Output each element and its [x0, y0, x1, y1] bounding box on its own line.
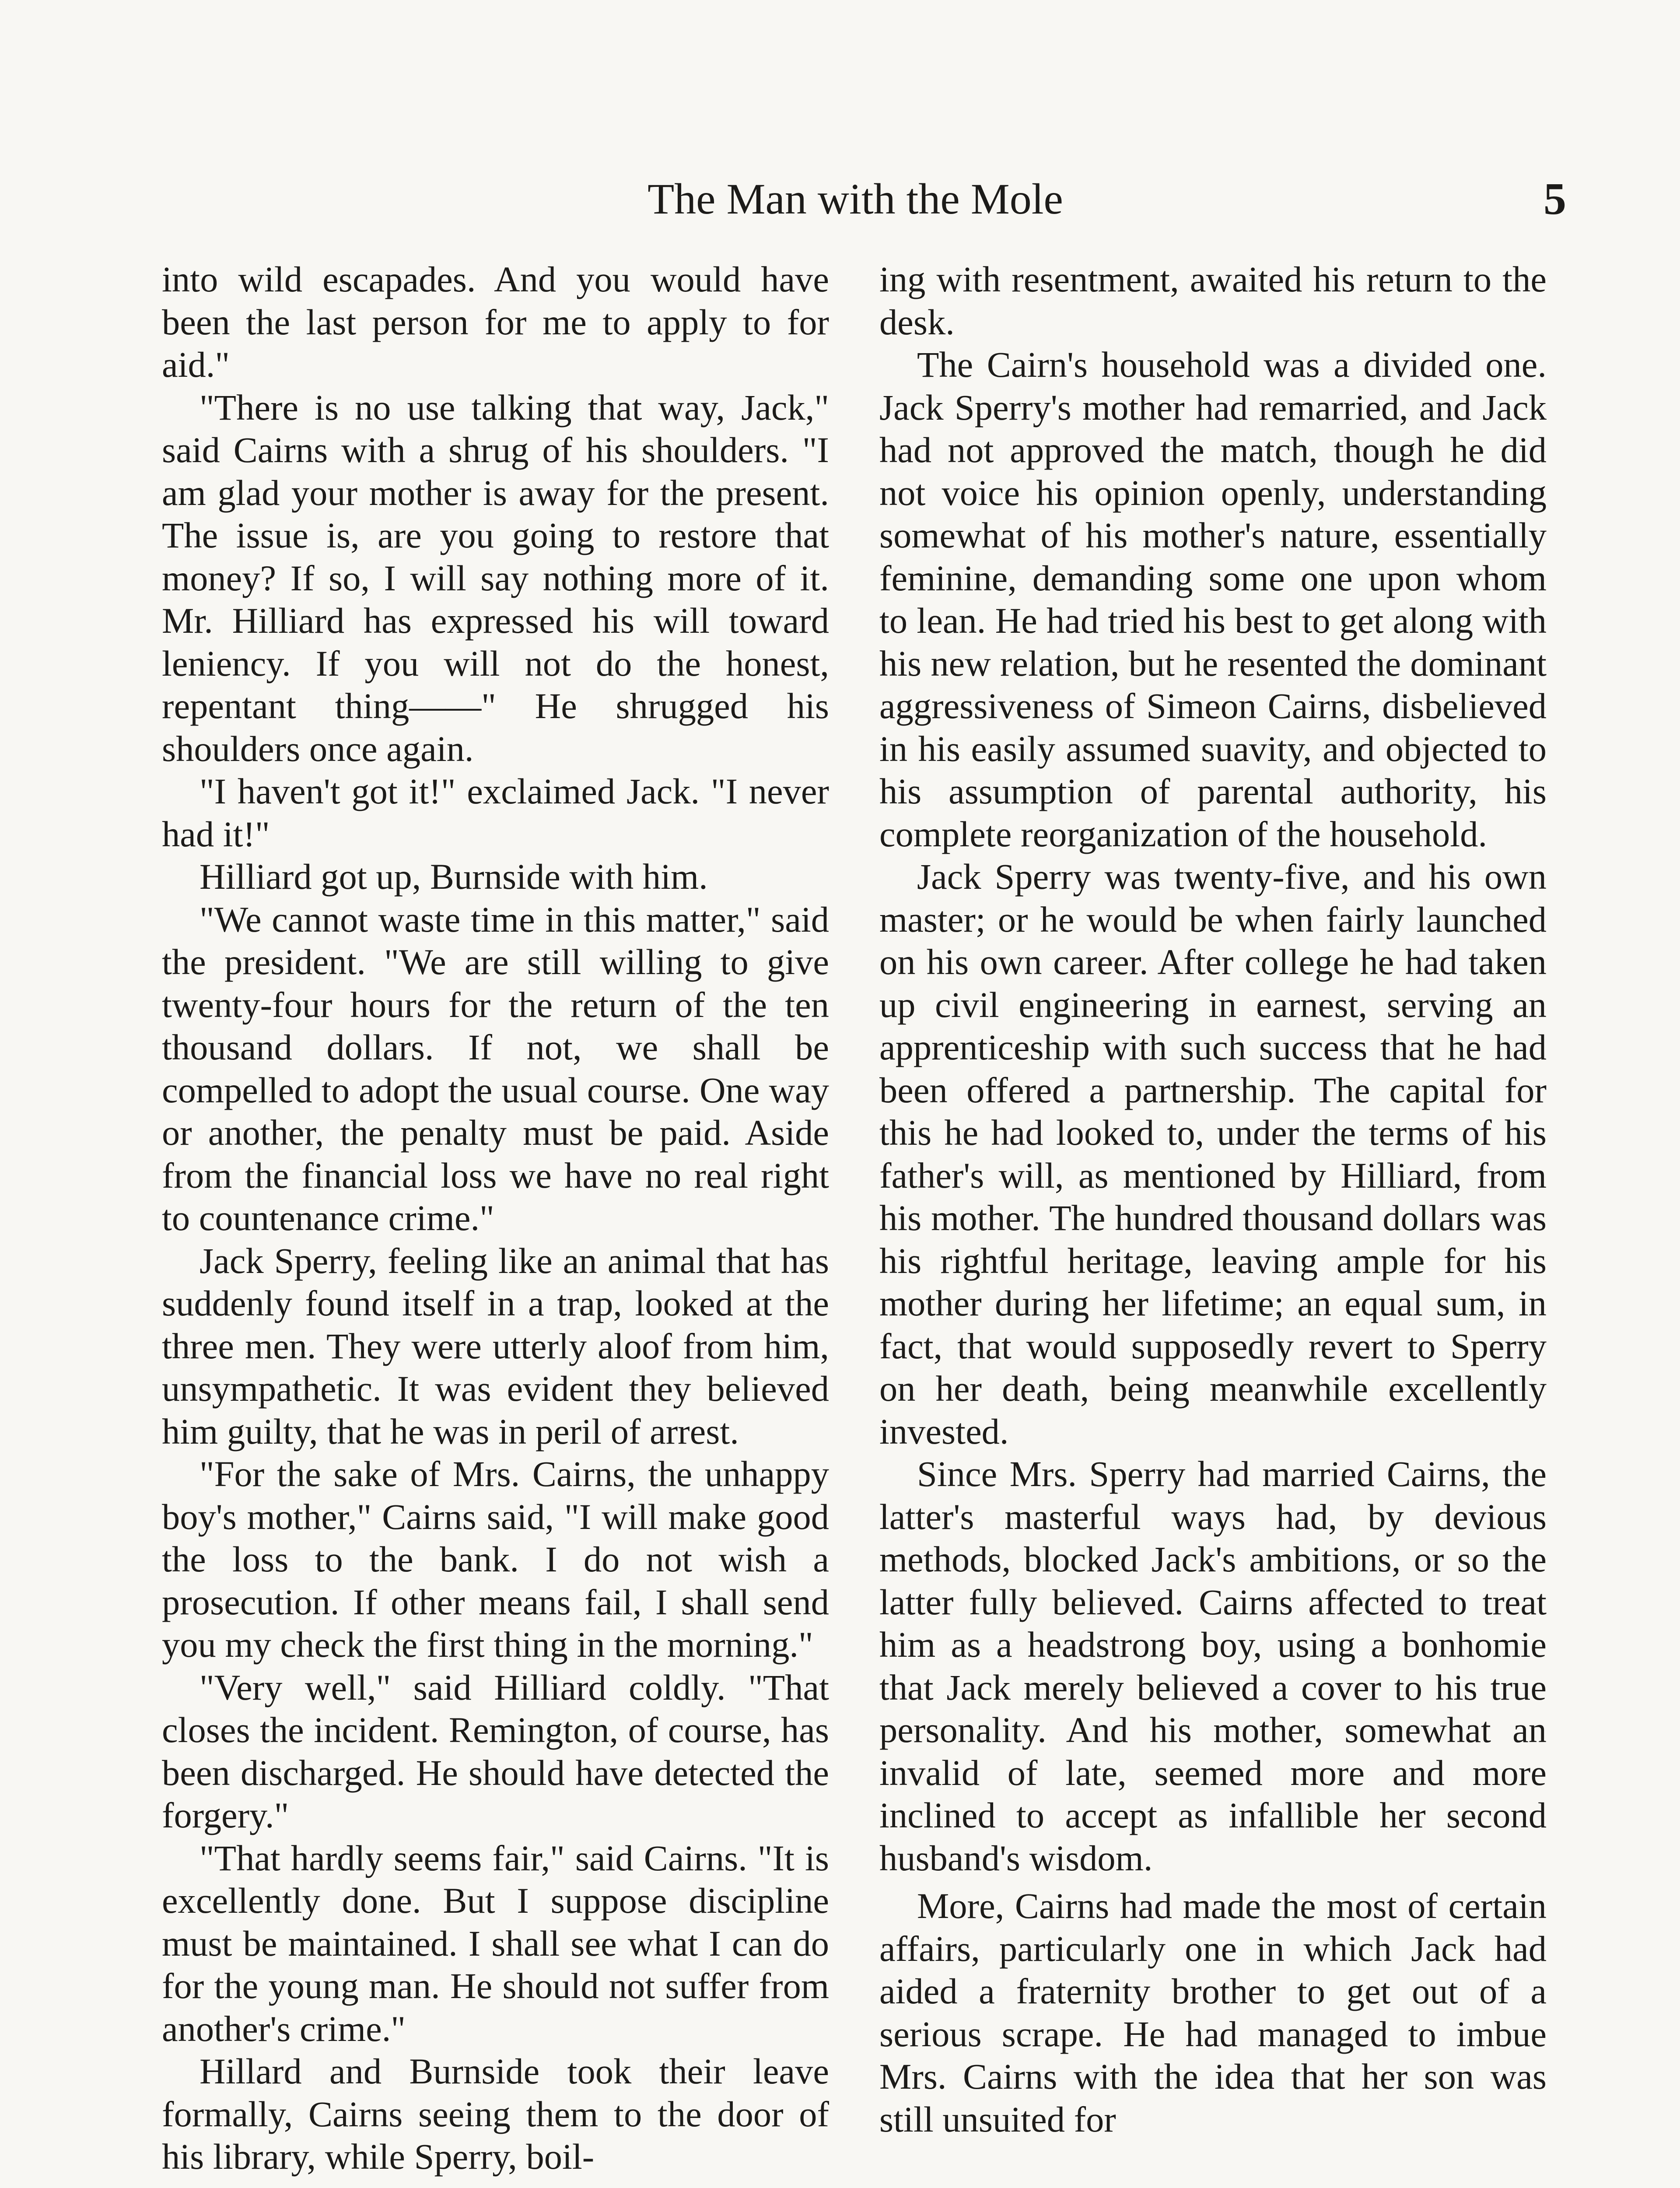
paragraph: Hilliard got up, Burnside with him.: [200, 856, 708, 897]
paragraph: More, Cairns had made the most of certain affairs, particularly one in which Jack had aided a fraternity brother to get out of a serious scrape. He had managed to imbue Mrs. Cairns with the idea that her son was still unsuited for: [879, 1886, 1547, 2139]
paragraph: "There is no use talking that way, Jack," said Cairns with a shrug of his shoulders. "I am glad your mother is away for the present. The issue is, are you going to restore that money? If so, I will say nothing more of it. Mr. Hilliard has expressed his will toward leniency. If you will not do the honest, repentant thing——" He shrugged his shoulders once again.: [162, 387, 829, 769]
paragraph: The Cairn's household was a divided one. Jack Sperry's mother had remarried, and Jack had not approved the match, though he did not voice his opinion openly, understanding somewhat of his mother's nature, essentially feminine, demanding some one upon whom to lean. He had tried his best to get along with his new relation, but he resented the dominant aggressiveness of Simeon Cairns, disbelieved in his easily assumed suavity, and objected to his assumption of parental authority, his complete reorganization of the household.: [879, 344, 1547, 854]
paragraph: Hillard and Burnside took their leave formally, Cairns seeing them to the door of his library, while Sperry, boil-: [162, 2051, 829, 2177]
paragraph: into wild escapades. And you would have been the last person for me to apply to for aid.": [162, 259, 829, 385]
paragraph: "I haven't got it!" exclaimed Jack. "I never had it!": [162, 771, 829, 854]
paragraph: "We cannot waste time in this matter," said the president. "We are still willing to give twenty-four hours for the return of the ten thousand dollars. If not, we shall be compelled to adopt the usual course. One way or another, the penalty must be paid. Aside from the financial loss we have no real right to countenance crime.": [162, 899, 829, 1238]
paragraph: ing with resentment, awaited his return to the desk.: [879, 259, 1547, 342]
paragraph: Jack Sperry was twenty-five, and his own master; or he would be when fairly launched on his own career. After college he had taken up civil engineering in earnest, serving an apprenticeship with such success that he had been offered a partnership. The capital for this he had looked to, under the terms of his father's will, as mentioned by Hilliard, from his mother. The hundred thousand dollars was his rightful heritage, leaving ample for his mother during her lifetime; an equal sum, in fact, that would supposedly revert to Sperry on her death, being meanwhile excellently invested.: [879, 856, 1547, 1452]
paragraph: "For the sake of Mrs. Cairns, the unhappy boy's mother," Cairns said, "I will make good the loss to the bank. I do not wish a prosecution. If other means fail, I shall send you my check the first thing in the morning.": [162, 1454, 829, 1665]
paragraph: Since Mrs. Sperry had married Cairns, the latter's masterful ways had, by devious methods, blocked Jack's ambitions, or so the latter fully believed. Cairns affected to treat him as a headstrong boy, using a bonhomie that Jack merely believed a cover to his true personality. And his mother, somewhat an invalid of late, seemed more and more inclined to accept as infallible her second husband's wisdom.: [879, 1454, 1547, 1878]
paragraph: Jack Sperry, feeling like an animal that has suddenly found itself in a trap, looked at the three men. They were utterly aloof from him, unsympathetic. It was evident they believed him guilty, that he was in peril of arrest.: [162, 1240, 829, 1452]
left-column: [162, 258, 829, 2178]
paragraph: "That hardly seems fair," said Cairns. "It is excellently done. But I suppose discipline must be maintained. I shall see what I can do for the young man. He should not suffer from another's crime.": [162, 1837, 829, 2049]
paragraph: "Very well," said Hilliard coldly. "That closes the incident. Remington, of course, has been discharged. He should have detected the forgery.": [162, 1667, 829, 1835]
right-column: [879, 258, 1547, 2141]
page-number: 5: [1544, 174, 1566, 224]
page-header: [162, 166, 1566, 245]
running-title: The Man with the Mole: [648, 175, 1063, 223]
